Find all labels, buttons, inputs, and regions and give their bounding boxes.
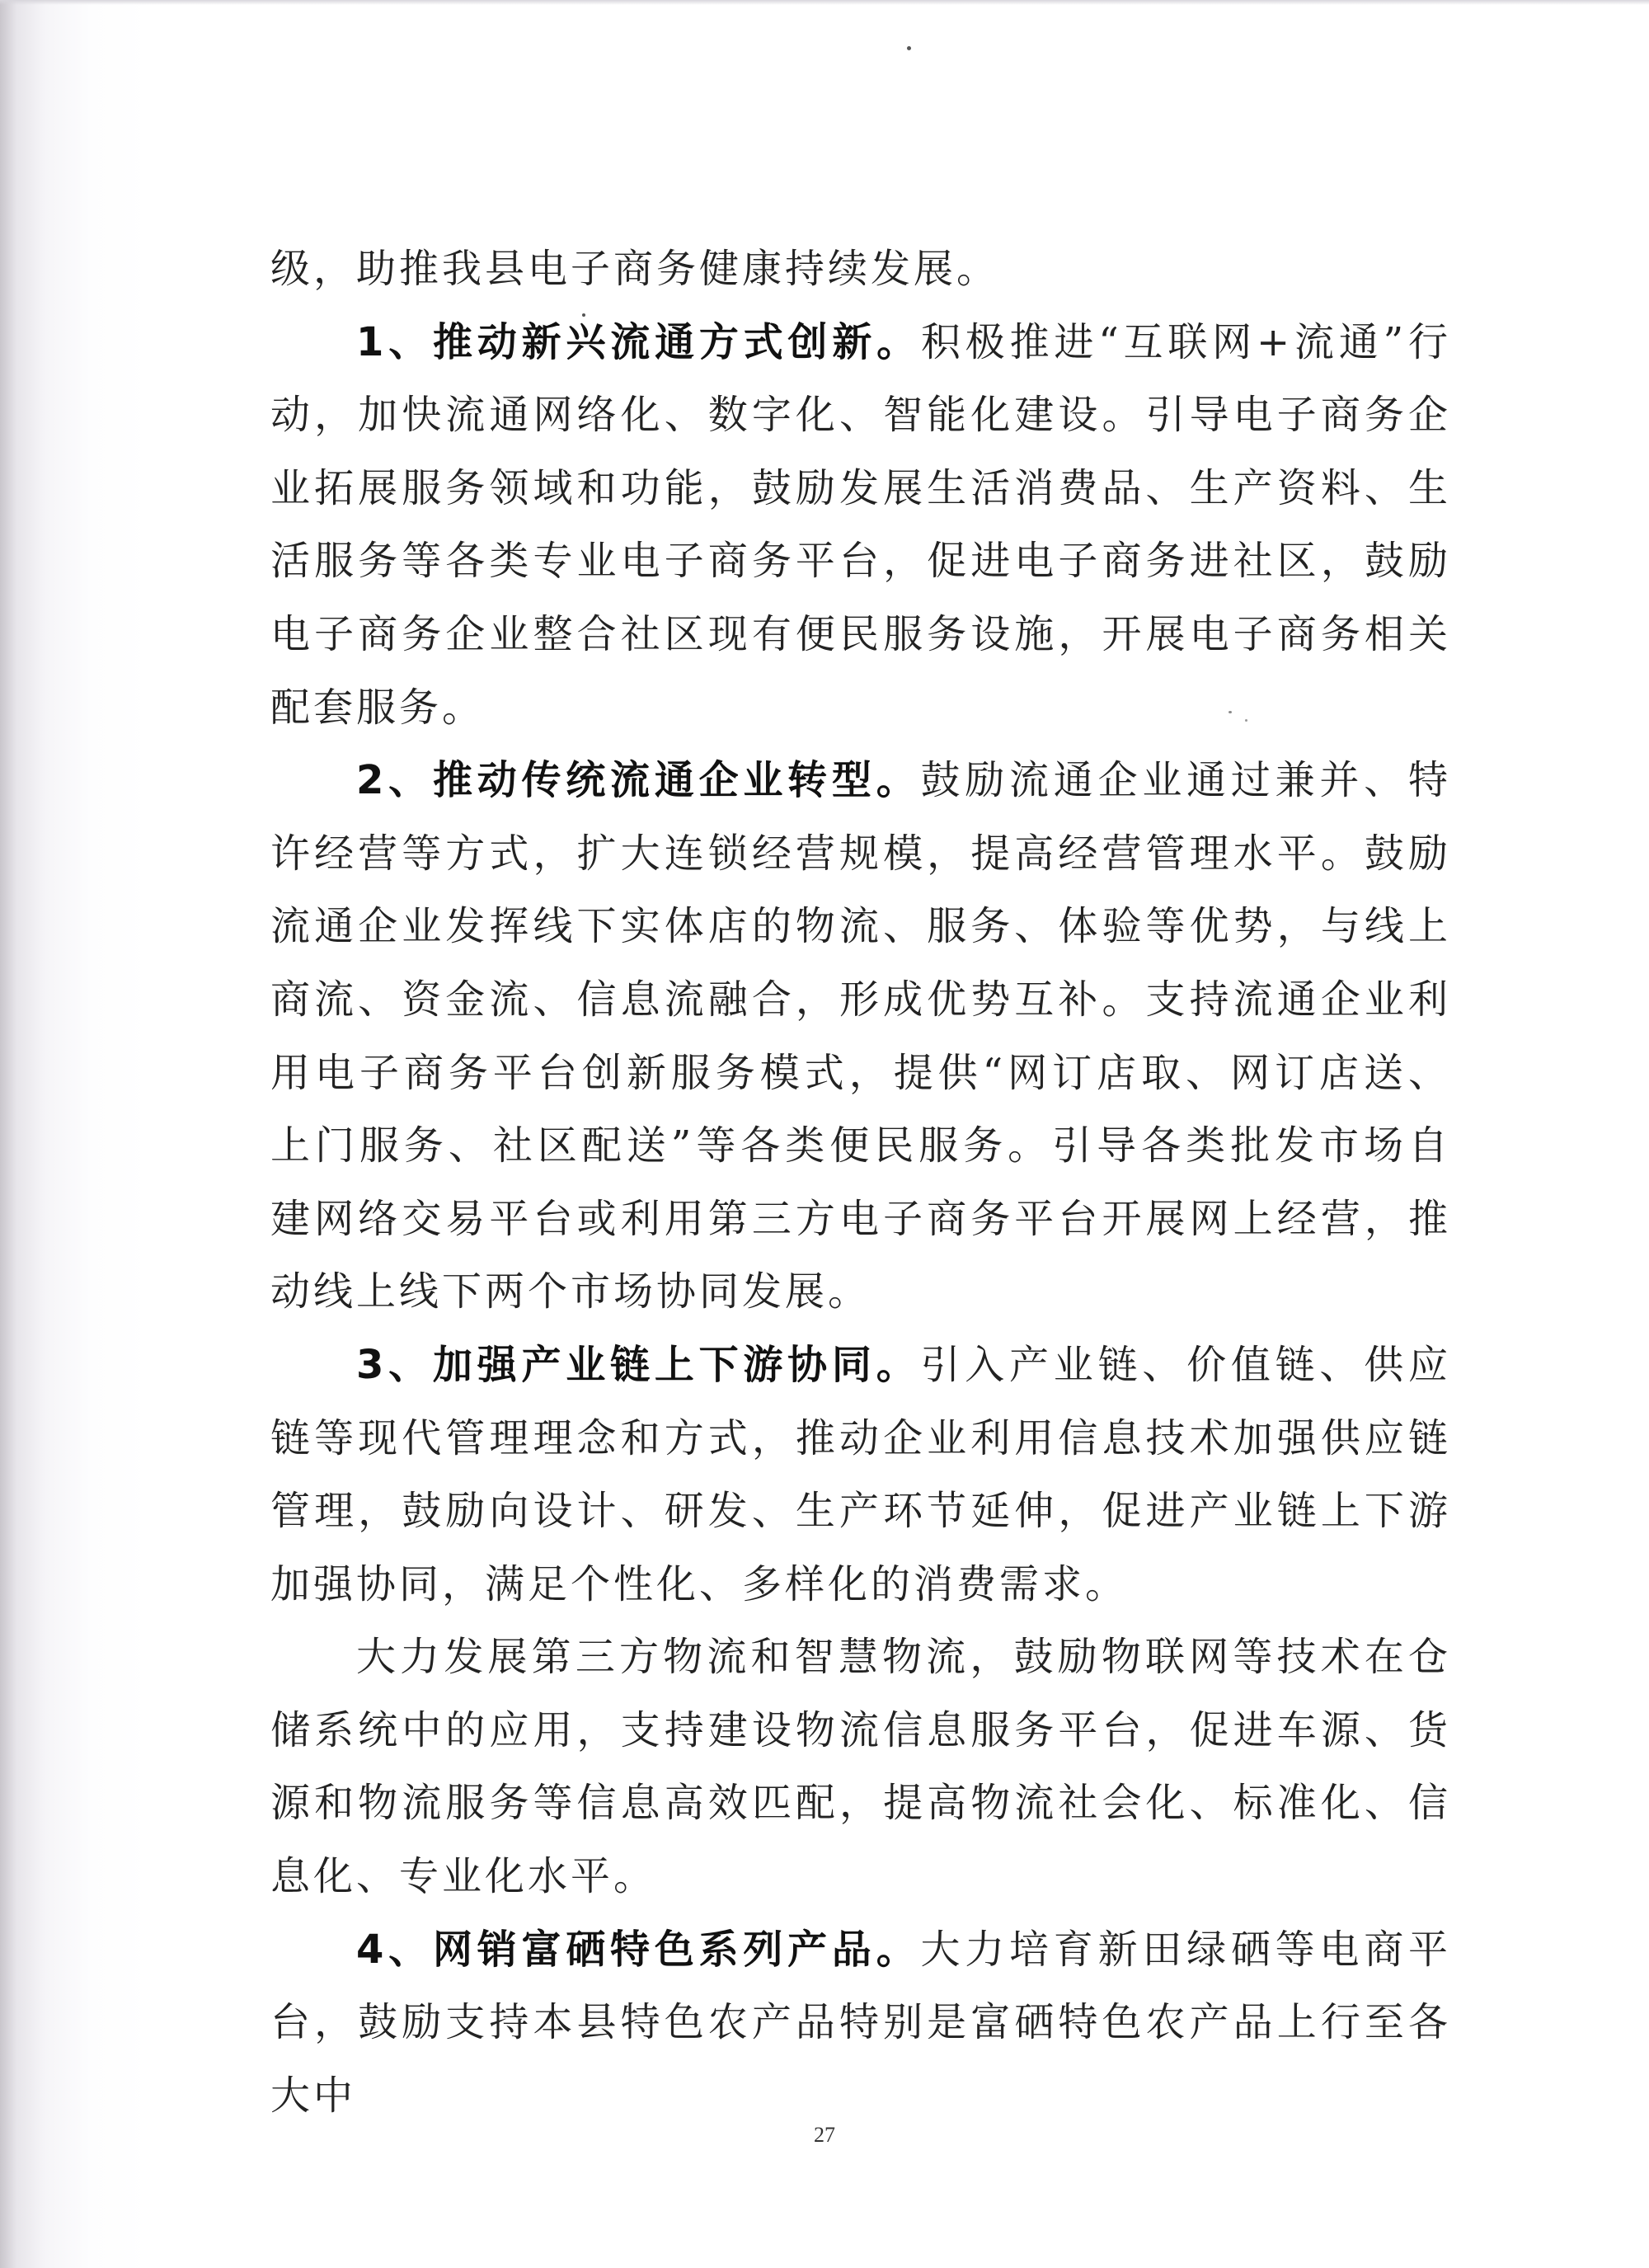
paragraph-1-body: 积极推进“互联网+流通”行动，加快流通网络化、数字化、智能化建设。引导电子商务企业拓展服务领域和功能，鼓励发展生活消费品、生产资料、生活服务等各类专业电子商务平台，促进电子商务进社区，鼓励电子商务企业整合社区现有便民服务设施，开展电子商务相关配套服务。 bbox=[270, 318, 1451, 731]
paragraph-2-heading: 2、推动传统流通企业转型。 bbox=[356, 757, 921, 804]
paragraph-3 bbox=[270, 1329, 1451, 1621]
paragraph-4-body: 大力发展第三方物流和智慧物流，鼓励物联网等技术在仓储系统中的应用，支持建设物流信息服务平台，促进车源、货源和物流服务等信息高效匹配，提高物流社会化、标准化、信息化、专业化水平。 bbox=[270, 1634, 1451, 1900]
paragraph-1 bbox=[270, 306, 1451, 745]
paragraph-4 bbox=[270, 1621, 1451, 1913]
paragraph-3-heading: 3、加强产业链上下游协同。 bbox=[356, 1341, 921, 1388]
paragraph-3-body: 引入产业链、价值链、供应链等现代管理理念和方式，推动企业利用信息技术加强供应链管理，鼓励向设计、研发、生产环节延伸，促进产业链上下游加强协同，满足个性化、多样化的消费需求。 bbox=[270, 1341, 1451, 1607]
paragraph-2 bbox=[270, 744, 1451, 1329]
paragraph-5 bbox=[270, 1913, 1451, 2133]
page-top-edge bbox=[0, 0, 1649, 5]
paragraph-2-body: 鼓励流通企业通过兼并、特许经营等方式，扩大连锁经营规模，提高经营管理水平。鼓励流通企业发挥线下实体店的物流、服务、体验等优势，与线上商流、资金流、信息流融合，形成优势互补。支持流通企业利用电子商务平台创新服务模式，提供“网订店取、网订店送、上门服务、社区配送”等各类便民服务。引导各类批发市场自建网络交易平台或利用第三方电子商务平台开展网上经营，推动线上线下两个市场协同发展。 bbox=[270, 757, 1451, 1315]
scan-speck bbox=[907, 46, 911, 50]
paragraph-1-heading: 1、推动新兴流通方式创新。 bbox=[356, 318, 921, 365]
page-number: 27 bbox=[814, 2123, 835, 2147]
paragraph-5-heading: 4、网销富硒特色系列产品。 bbox=[356, 1926, 921, 1973]
paragraph-0-body: 级，助推我县电子商务健康持续发展。 bbox=[270, 246, 1000, 292]
body-text bbox=[270, 233, 1451, 2132]
paragraph-0 bbox=[270, 233, 1451, 306]
paragraph-5-body: 大力培育新田绿硒等电商平台，鼓励支持本县特色农产品特别是富硒特色农产品上行至各大中 bbox=[270, 1926, 1451, 2119]
